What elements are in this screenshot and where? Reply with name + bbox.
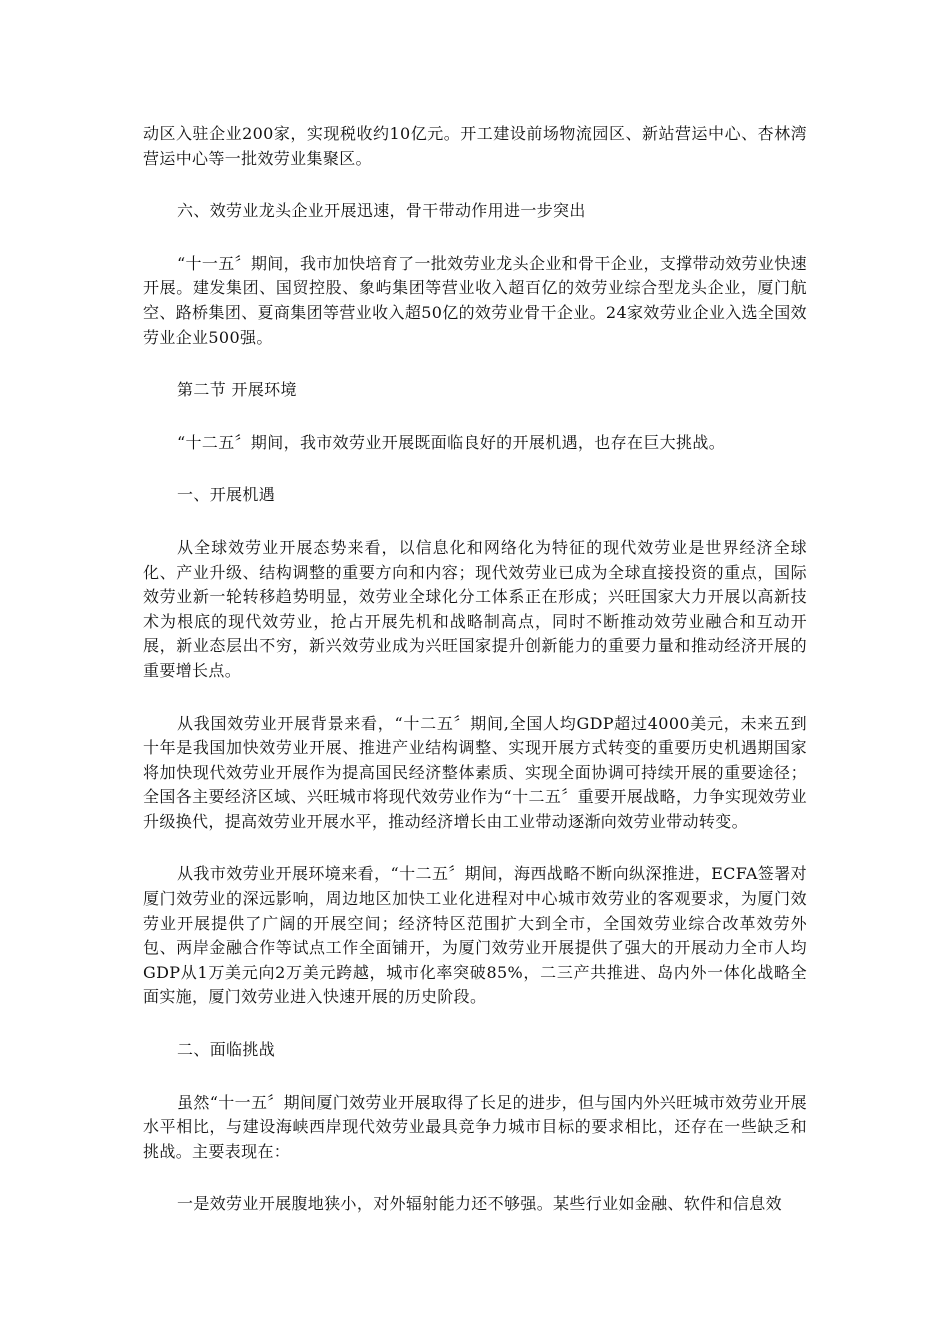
paragraph-leading-enterprises: “十一五〞期间，我市加快培育了一批效劳业龙头企业和骨干企业，支撑带动效劳业快速开展。建发集团、国贸控股、象屿集团等营业收入超百亿的效劳业综合型龙头企业，厦门航空、路桥集团、夏商集团等营业收入超50亿的效劳业骨干企业。24家效劳业企业入选全国效劳业企业500强。 [143, 253, 807, 347]
section-heading-opportunities: 一、开展机遇 [177, 485, 276, 505]
document-body [143, 122, 807, 1217]
paragraph-city-environment: 从我市效劳业开展环境来看，“十二五〞期间，海西战略不断向纵深推进，ECFA签署对厦门效劳业的深远影响，周边地区加快工业化进程对中心城市效劳业的客观要求，为厦门效劳业开展提供了广阔的开展空间；经济特区范围扩大到全市，全国效劳业综合改革效劳外包、两岸金融合作等试点工作全面铺开，为厦门效劳业开展提供了强大的开展动力全市人均GDP从1万美元向2万美元跨越，城市化率突破85%，二三产共推进、岛内外一体化战略全面实施，厦门效劳业进入快速开展的历史阶段。 [143, 864, 807, 1007]
section-heading-challenges: 二、面临挑战 [177, 1040, 276, 1060]
paragraph-global-trends: 从全球效劳业开展态势来看，以信息化和网络化为特征的现代效劳业是世界经济全球化、产业升级、结构调整的重要方向和内容；现代效劳业已成为全球直接投资的重点，国际效劳业新一轮转移趋势明显，效劳业全球化分工体系正在形成；兴旺国家大力开展以高新技术为根底的现代效劳业，抢占开展先机和战略制高点，同时不断推动效劳业融合和互动开展，新业态层出不穷，新兴效劳业成为兴旺国家提升创新能力的重要力量和推动经济开展的重要增长点。 [143, 537, 807, 680]
section-heading-six: 六、效劳业龙头企业开展迅速，骨干带动作用进一步突出 [177, 201, 586, 221]
paragraph-challenge-one: 一是效劳业开展腹地狭小，对外辐射能力还不够强。某些行业如金融、软件和信息效 [177, 1194, 782, 1214]
paragraph-challenges-intro: 虽然“十一五〞期间厦门效劳业开展取得了长足的进步，但与国内外兴旺城市效劳业开展水平相比，与建设海峡西岸现代效劳业最具竞争力城市目标的要求相比，还存在一些缺乏和挑战。主要表现在： [143, 1092, 807, 1161]
paragraph-national-background: 从我国效劳业开展背景来看，“十二五〞期间,全国人均GDP超过4000美元，未来五到十年是我国加快效劳业开展、推进产业结构调整、实现开展方式转变的重要历史机遇期国家将加快现代效劳业开展作为提高国民经济整体素质、实现全面协调可持续开展的重要途径；全国各主要经济区域、兴旺城市将现代效劳业作为“十二五〞重要开展战略，力争实现效劳业升级换代，提高效劳业开展水平，推动经济增长由工业带动逐渐向效劳业带动转变。 [143, 713, 807, 831]
paragraph-environment-intro: “十二五〞期间，我市效劳业开展既面临良好的开展机遇，也存在巨大挑战。 [177, 432, 726, 452]
section-title-environment: 第二节 开展环境 [177, 380, 297, 400]
paragraph-continuation: 动区入驻企业200家，实现税收约10亿元。开工建设前场物流园区、新站营运中心、杏林湾营运中心等一批效劳业集聚区。 [143, 124, 807, 168]
